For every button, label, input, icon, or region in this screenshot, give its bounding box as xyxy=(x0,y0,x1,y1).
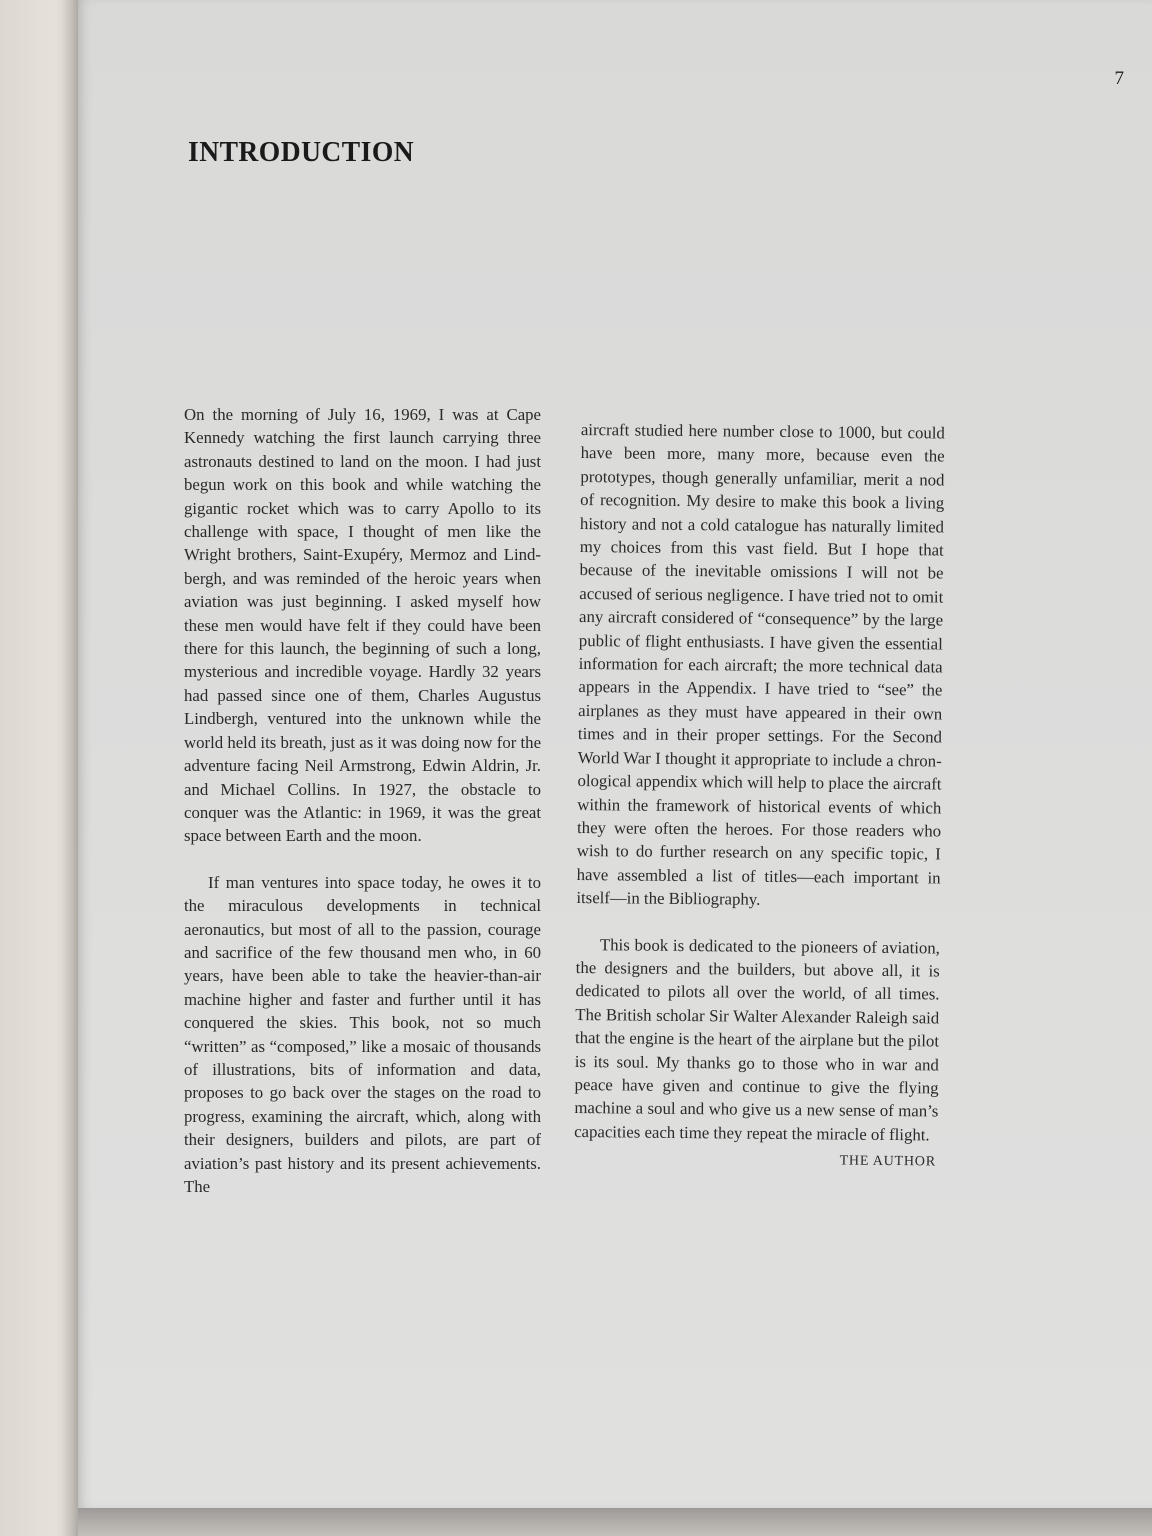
chapter-title: INTRODUCTION xyxy=(188,136,415,168)
right-paragraph-1: aircraft studied here number close to 1000, but could have been more, many more, because even the prototypes, though generally unfamiliar, merit a nod of recognition. My desire to make this book a living history and not a cold catalogue has naturally limited my choices from this vast field. But I hope that because of the inevitable omissions I will not be accused of serious negligence. I have tried not to omit any aircraft considered of “consequence” by the large public of flight enthusiasts. I have given the essential information for each aircraft; the more technical data appears in the Appendix. I have tried to “see” the airplanes as they must have appeared in their own times and in their proper settings. For the Second World War I thought it appropriate to include a chronological appendix which will help to place the aircraft within the framework of historical events of which they were often the heroes. For those readers who wish to do further research on any specific topic, I have assembled a list of titles—each important in itself—in the Bibliography. xyxy=(576,419,945,909)
page-number: 7 xyxy=(1114,68,1124,89)
book-page xyxy=(78,0,1152,1508)
left-paragraph-2: If man ventures into space today, he owes it to the miraculous developments in technical aeronautics, but most of all to the passion, courage and sacrifice of the few thousand men who, in 60 years, have been able to take the heavier-than-air machine higher and faster and further until it has conquered the skies. This book, not so much “written” as “composed,” like a mosaic of thousands of illustrations, bits of information and data, proposes to go back over the stages on the road to progress, examining the aircraft, which, along with their designers, builders and pilots, are part of aviation’s past history and its present achievements. The xyxy=(184,872,541,1196)
right-text-column xyxy=(574,418,945,1174)
book-spine-shadow xyxy=(62,0,78,1536)
right-paragraph-2: This book is dedicated to the pioneers of aviation, the designers and the builders, but above all, it is dedicated to pilots all over the world, of all times. The British scholar Sir Walter Alexander Raleigh said that the engine is the heart of the airplane but the pilot is its soul. My thanks go to those who in war and peace have given and continue to give the flying machine a soul and who give us a new sense of man’s capacities each time they repeat the miracle of flight. xyxy=(574,934,941,1145)
left-paragraph-1: On the morning of July 16, 1969, I was at Cape Kennedy watching the first launch carrying three astronauts destined to land on the moon. I had just begun work on this book and while watching the gigantic rocket which was to carry Apollo to its challenge with space, I thought of men like the Wright brothers, Saint-Exupéry, Mermoz and Lindbergh, and was reminded of the heroic years when aviation was just beginning. I asked myself how these men would have felt if they could have been there for this launch, the beginning of such a long, mysterious and incredible voyage. Hardly 32 years had passed since one of them, Charles Augustus Lindbergh, ventured into the unknown while the world held its breath, just as it was doing now for the adventure facing Neil Armstrong, Edwin Aldrin, Jr. and Michael Collins. In 1927, the obstacle to conquer was the Atlantic: in 1969, it was the great space between Earth and the moon. xyxy=(184,405,542,846)
left-text-column xyxy=(184,403,541,1198)
page-bottom-shadow xyxy=(78,1508,1152,1536)
author-signature: THE AUTHOR xyxy=(839,1153,936,1170)
